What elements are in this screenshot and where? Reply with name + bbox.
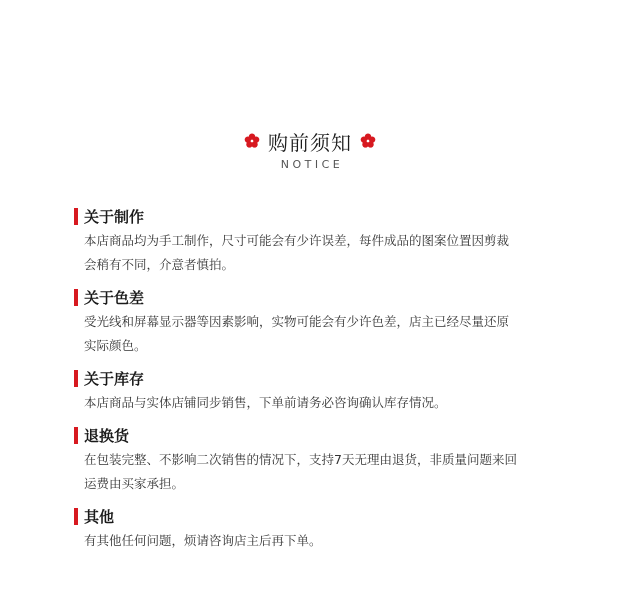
red-accent-bar [74,289,78,306]
section-heading [74,206,544,226]
section-body [74,529,544,553]
section-title: 退换货 [84,426,130,445]
section-other [74,506,544,553]
notice-sections [74,206,544,563]
section-production [74,206,544,277]
section-inventory [74,368,544,415]
section-title: 关于色差 [84,288,145,307]
section-returns [74,425,544,496]
section-heading [74,506,544,526]
plum-blossom-icon [360,133,376,149]
section-heading [74,287,544,307]
section-text-line: 实际颜色。 [84,338,147,353]
section-body [74,391,544,415]
section-text-line: 运费由买家承担。 [84,476,185,491]
section-text-line: 会稍有不同，介意者慎拍。 [84,257,235,272]
notice-header [0,126,620,171]
section-text-line: 本店商品与实体店铺同步销售，下单前请务必咨询确认库存情况。 [84,395,447,410]
section-text-line: 在包装完整、不影响二次销售的情况下，支持7天无理由退货，非质量问题来回 [84,452,517,467]
red-accent-bar [74,508,78,525]
section-text-line: 受光线和屏幕显示器等因素影响，实物可能会有少许色差，店主已经尽量还原 [84,314,510,329]
section-title: 其他 [84,507,115,526]
section-text-line: 本店商品均为手工制作，尺寸可能会有少许误差，每件成品的图案位置因剪裁 [84,233,510,248]
section-body [74,448,544,496]
page-subtitle: NOTICE [280,158,344,171]
section-title: 关于库存 [84,369,145,388]
section-title: 关于制作 [84,207,145,226]
section-body [74,310,544,358]
section-body [74,229,544,277]
section-text-line: 有其他任何问题，烦请咨询店主后再下单。 [84,533,322,548]
plum-blossom-icon [244,133,260,149]
section-color-difference [74,287,544,358]
red-accent-bar [74,370,78,387]
section-heading [74,425,544,445]
red-accent-bar [74,427,78,444]
red-accent-bar [74,208,78,225]
title-row [0,126,620,156]
section-heading [74,368,544,388]
page-title: 购前须知 [268,130,352,155]
